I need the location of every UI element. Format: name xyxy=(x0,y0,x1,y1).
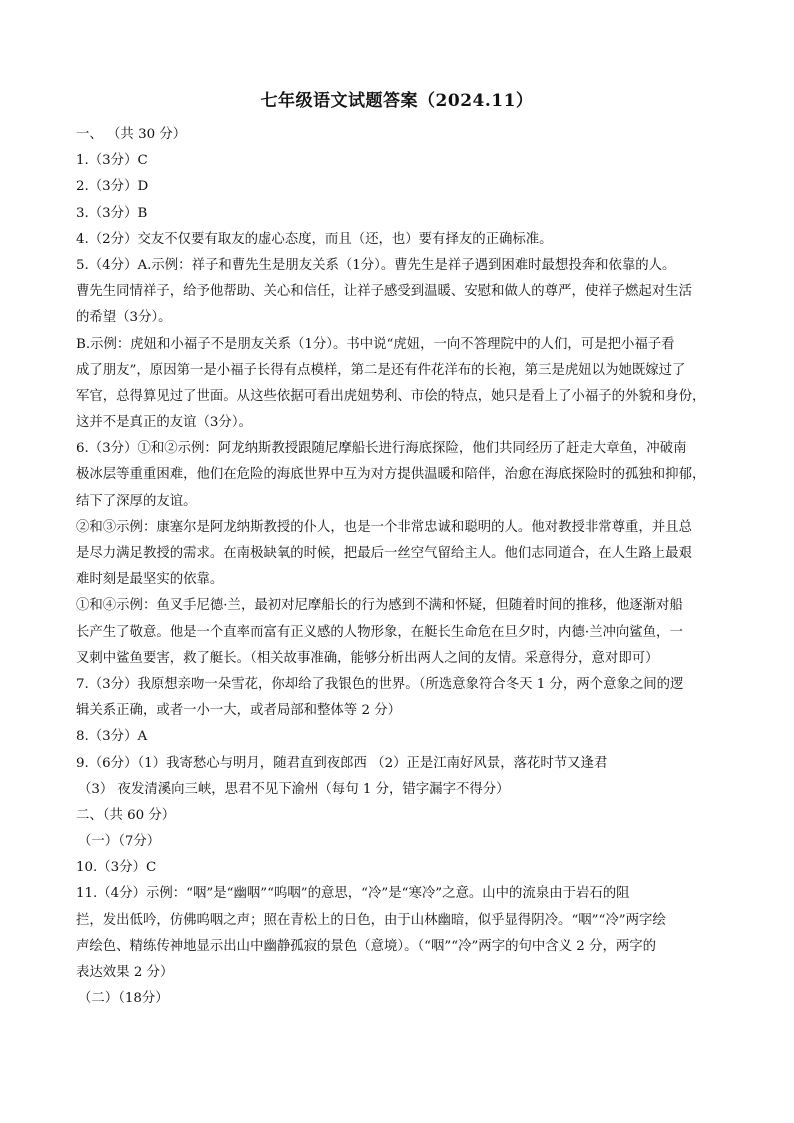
section-heading: 二、（共 60 分） xyxy=(76,807,176,823)
answer-line: 成了朋友”，原因第一是小福子长得有点模样，第二是还有件花洋布的长袍，第三是虎妞以为她既嫁过了 xyxy=(76,362,686,378)
answer-line: 极冰层等重重困难，他们在危险的海底世界中互为对方提供温暖和陪伴，治愈在海底探险时的孤独和抑郁， xyxy=(76,467,706,483)
answer-line: 结下了深厚的友谊。 xyxy=(76,493,197,509)
section-heading: 一、 （共 30 分） xyxy=(76,127,187,142)
subsection-heading: （一）（7分） xyxy=(78,834,161,850)
answer-line: 拦，发出低吟，仿佛呜咽之声；照在青松上的日色，由于山林幽暗，似乎显得阴冷。“咽”“冷”两字绘 xyxy=(76,912,666,928)
answer-line: 这并不是真正的友谊（3分）。 xyxy=(76,415,252,431)
document-title: 七年级语文试题答案（2024.11） xyxy=(260,91,534,111)
answer-line: B.示例：虎妞和小福子不是朋友关系（1分）。书中说“虎妞，一向不答理院中的人们，可是把小福子看 xyxy=(76,336,675,352)
answer-line: 表达效果 2 分） xyxy=(76,965,174,980)
answer-line: 10.（3分）C xyxy=(76,860,157,876)
answer-line: 11.（4分）示例：“咽”是“幽咽”“呜咽”的意思，“冷”是“寒冷”之意。山中的流泉由于岩石的阻 xyxy=(76,886,630,902)
answer-line: 军官，总得算见过了世面。从这些依据可看出虎妞势利、市侩的特点，她只是看上了小福子的外貌和身份， xyxy=(76,388,706,404)
answer-line: 2.（3分）D xyxy=(76,179,149,195)
subsection-heading: （二）（18分） xyxy=(78,991,169,1007)
answer-line: 1.（3分）C xyxy=(76,153,148,169)
answer-line: 8.（3分）A xyxy=(76,729,148,745)
answer-line: 辑关系正确，或者一小一大，或者局部和整体等 2 分） xyxy=(76,703,402,719)
answer-line: 是尽力满足教授的需求。在南极缺氧的时候，把最后一丝空气留给主人。他们志同道合，在人生路上最艰 xyxy=(76,546,692,561)
answer-line: 曹先生同情祥子，给予他帮助、关心和信任，让祥子感受到温暖、安慰和做人的尊严，使祥子燃起对生活 xyxy=(76,284,692,300)
answer-line: 9.（6分）（1）我寄愁心与明月，随君直到夜郎西 （2）正是江南好风景，落花时节又逢君 xyxy=(76,755,608,771)
answer-line: 长产生了敬意。他是一个直率而富有正义感的人物形象，在艇长生命危在旦夕时，内德·兰冲向鲨鱼，一 xyxy=(76,624,683,640)
answer-line: 叉刺中鲨鱼要害，救了艇长。（相关故事准确，能够分析出两人之间的友情。采意得分，意对即可） xyxy=(76,650,659,666)
answer-body xyxy=(76,122,724,1012)
answer-line: ①和④示例：鱼叉手尼德·兰，最初对尼摩船长的行为感到不满和怀疑，但随着时间的推移，他逐渐对船 xyxy=(76,598,683,614)
answer-line: （3） 夜发清溪向三峡，思君不见下渝州（每句 1 分，错字漏字不得分） xyxy=(78,781,510,797)
answer-line: 5.（4分）A.示例：祥子和曹先生是朋友关系（1分）。曹先生是祥子遇到困难时最想投奔和依靠的人。 xyxy=(76,257,676,273)
answer-line: 难时刻是最坚实的依靠。 xyxy=(76,572,224,588)
answer-line: 的希望（3分）。 xyxy=(76,310,172,326)
answer-line: 6.（3分）①和②示例：阿龙纳斯教授跟随尼摩船长进行海底探险，他们共同经历了赶走大章鱼，冲破南 xyxy=(76,441,687,457)
answer-line: 4.（2分）交友不仅要有取友的虚心态度，而且（还，也）要有择友的正确标准。 xyxy=(76,231,553,247)
answer-line: 7.（3分）我原想亲吻一朵雪花，你却给了我银色的世界。（所选意象符合冬天 1 分，两个意象之间的逻 xyxy=(76,676,684,692)
answer-line: 3.（3分）B xyxy=(76,205,148,221)
answer-line: ②和③示例：康塞尔是阿龙纳斯教授的仆人，也是一个非常忠诚和聪明的人。他对教授非常尊重，并且总 xyxy=(76,519,692,535)
answer-line: 声绘色、精练传神地显示出山中幽静孤寂的景色（意境）。（“咽”“冷”两字的句中含义 2 分，两字的 xyxy=(76,938,657,954)
